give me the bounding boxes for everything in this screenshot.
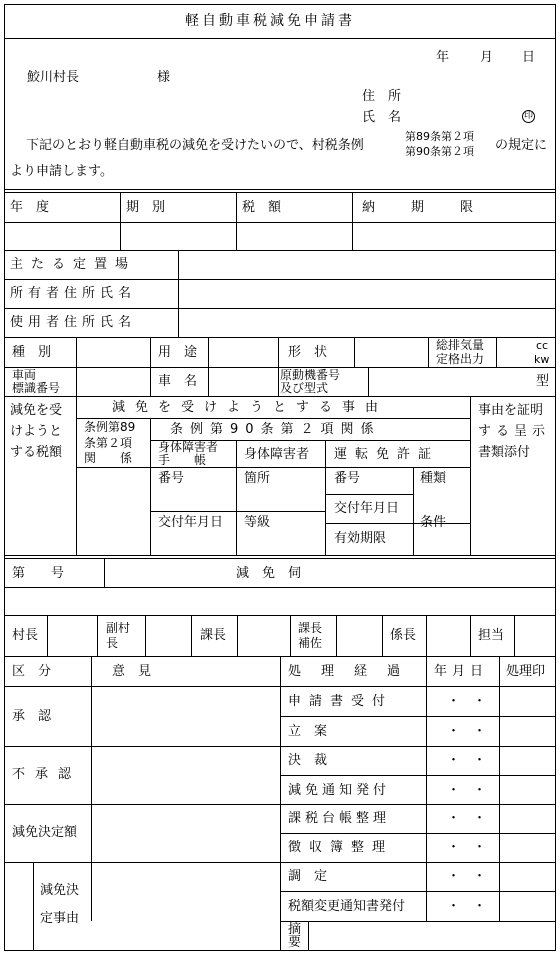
reason-label-line2: 定事由	[40, 911, 80, 926]
seal-mark: 印	[523, 111, 533, 121]
request-text: 下記のとおり軽自動車税の減免を受けたいので、村税条例	[26, 138, 364, 153]
conditions-label: 条件	[420, 515, 447, 530]
docs-line3: 書類添付	[478, 445, 531, 460]
license-issue-date-label: 交付年月日	[334, 501, 400, 516]
step-date-dots: ・ ・	[447, 840, 487, 855]
docs-line2: する呈示	[478, 424, 551, 439]
license-type-label: 種類	[420, 471, 447, 486]
date-day-label: 日	[522, 50, 536, 65]
reject-label: 不承認	[12, 767, 82, 782]
target-amount-line3: する税額	[10, 445, 63, 460]
tax-amount-header: 税 額	[242, 200, 282, 215]
date-month-label: 月	[480, 50, 494, 65]
disabled-cert-line1: 身体障害者	[158, 440, 219, 454]
article89-line2: 条第２項	[84, 436, 133, 450]
license-label: 運転免許証	[334, 447, 440, 462]
stamp-section-chief: 課長	[200, 628, 227, 643]
opinion-header: 意 見	[112, 664, 152, 679]
stamp-staff: 担当	[478, 628, 505, 643]
storage-location-label: 主たる定置場	[10, 257, 137, 272]
disabled-cert-line2: 手 帳	[158, 453, 207, 467]
article-89-option: 第89条第２項	[405, 130, 474, 143]
article90-header: 条例第90条第２項関係	[170, 422, 381, 437]
period-header: 期 別	[126, 200, 166, 215]
plate-label-line1: 車両	[12, 368, 37, 382]
location-label: 箇所	[244, 471, 271, 486]
unit-kw: kw	[534, 353, 550, 366]
name-label: 氏 名	[362, 110, 402, 125]
step-drafting: 立 案	[288, 724, 328, 739]
article89-line3: 関 係	[84, 451, 133, 465]
cert-issue-date-label: 交付年月日	[158, 515, 224, 530]
date-header: 年月日	[434, 664, 489, 679]
model-suffix: 型	[536, 374, 550, 389]
user-label: 使用者住所氏名	[10, 315, 137, 330]
step-approval: 決 裁	[288, 753, 328, 768]
address-label: 住 所	[362, 89, 402, 104]
article89-line1: 条例第89	[84, 420, 136, 434]
step-collection-book: 徴収簿整理	[288, 840, 394, 855]
decided-amount-label: 減免決定額	[12, 825, 78, 840]
stamp-vice-chief-line1: 副村	[106, 621, 131, 635]
request-text-end: の規定に	[495, 138, 548, 153]
document-number-label: 第 号	[12, 566, 65, 581]
inquiry-title: 減 免 伺	[236, 566, 302, 581]
step-tax-ledger: 課税台帳整理	[288, 811, 391, 826]
addressee-honorific: 様	[157, 70, 171, 85]
step-date-dots: ・ ・	[447, 783, 487, 798]
remarks-label-line2: 要	[288, 935, 302, 950]
form-title: 軽自動車税減免申請書	[185, 13, 355, 29]
shape-label: 形 状	[288, 345, 328, 360]
owner-label: 所有者住所氏名	[10, 286, 137, 301]
rated-output-label: 定格出力	[436, 352, 485, 366]
step-application-received: 申請書受付	[288, 694, 394, 709]
stamp-asst-chief-line2: 補佐	[298, 636, 323, 650]
unit-cc: cc	[536, 339, 549, 352]
docs-line1: 事由を証明	[478, 403, 544, 418]
cert-number-label: 番号	[158, 471, 185, 486]
due-date-header: 納期限	[362, 200, 510, 215]
step-date-dots: ・ ・	[447, 811, 487, 826]
stamp-subsection-chief: 係長	[390, 628, 417, 643]
step-date-dots: ・ ・	[447, 724, 487, 739]
stamp-asst-chief-line1: 課長	[298, 621, 323, 635]
target-amount-line1: 減免を受	[10, 403, 63, 418]
step-assessment: 調 定	[288, 869, 328, 884]
reason-header: 減免を受けようとする事由	[112, 400, 389, 415]
stamp-village-chief: 村長	[12, 628, 39, 643]
license-number-label: 番号	[334, 471, 361, 486]
article-90-option: 第90条第２項	[405, 145, 474, 158]
step-date-dots: ・ ・	[447, 753, 487, 768]
target-amount-line2: けようと	[10, 424, 63, 439]
use-label: 用 途	[158, 345, 198, 360]
engine-label-line2: 及び型式	[280, 381, 329, 395]
approve-label: 承 認	[12, 709, 52, 724]
grade-label: 等級	[244, 515, 271, 530]
step-date-dots: ・ ・	[447, 899, 487, 914]
vehicle-type-label: 種 別	[12, 345, 52, 360]
car-name-label: 車 名	[158, 374, 198, 389]
progress-header: 処理経過	[288, 664, 421, 679]
step-date-dots: ・ ・	[447, 869, 487, 884]
remarks-label-line1: 摘	[288, 922, 302, 937]
plate-label-line2: 標識番号	[12, 381, 61, 395]
stamp-vice-chief-line2: 長	[106, 636, 119, 650]
step-change-notice: 税額変更通知書発付	[288, 899, 406, 914]
date-year-label: 年	[436, 50, 450, 65]
reason-label-line1: 減免決	[40, 883, 80, 898]
disabled-person-label: 身体障害者	[244, 447, 310, 462]
displacement-label: 総排気量	[436, 338, 485, 352]
seal-header: 処理印	[506, 664, 546, 679]
step-date-dots: ・ ・	[447, 694, 487, 709]
fiscal-year-header: 年 度	[10, 200, 50, 215]
addressee: 鮫川村長	[27, 70, 80, 85]
step-notice-issued: 減免通知発付	[288, 783, 391, 798]
category-header: 区 分	[12, 664, 52, 679]
request-text-line2: より申請します。	[10, 164, 113, 179]
expiry-label: 有効期限	[334, 531, 387, 546]
engine-label-line1: 原動機番号	[280, 368, 341, 382]
